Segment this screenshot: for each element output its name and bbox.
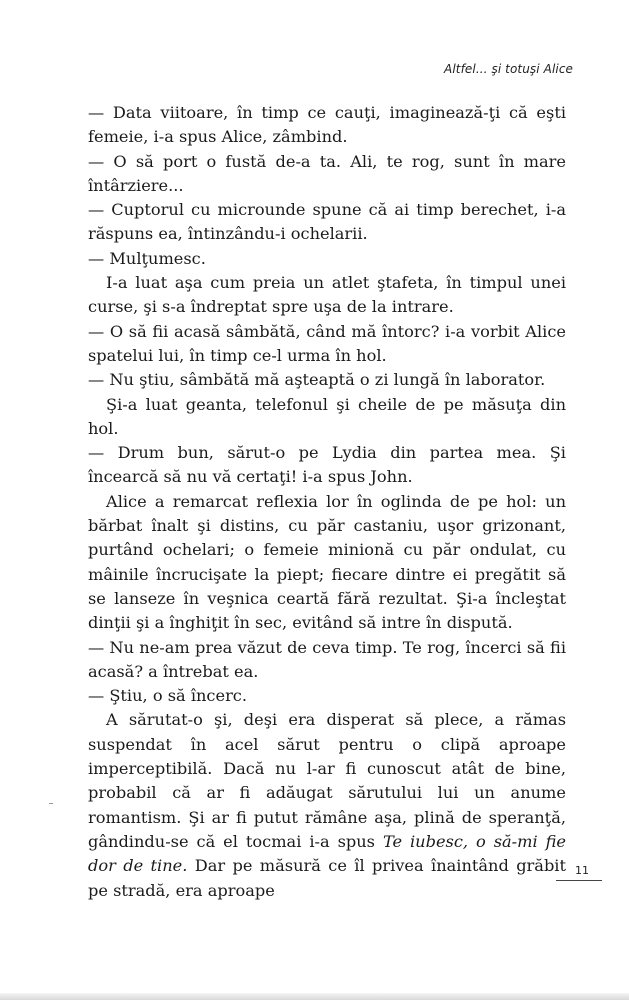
body-text <box>88 101 566 903</box>
paragraph-dialogue: — O să port o fustă de-a ta. Ali, te rog, sunt în mare întârziere... <box>88 151 566 195</box>
paragraph-dialogue: — Mulţumesc. <box>88 248 206 268</box>
page-number: 11 <box>575 864 589 877</box>
text-run: Dar pe măsură ce îl privea înaintând grăbit pe stradă, era aproape <box>88 856 566 900</box>
paragraph-narrative: I-a luat aşa cum preia un atlet ştafeta, în timpul unei curse, şi s-a îndreptat spre uşa de la intrare. <box>88 273 566 317</box>
paragraph-narrative: Alice a remarcat reflexia lor în oglinda de pe hol: un bărbat înalt şi distins, cu păr castaniu, uşor grizonant, purtând ochelari; o femeie minionă cu păr ondulat, cu mâinile încrucişate la piept; fiecare dintre ei pregătit să se lanseze în veşnica ceartă fără rezultat. Şi-a încleştat dinţii şi a înghiţit în sec, evitând să intre în dispută. <box>88 491 566 633</box>
paragraph-dialogue: — Nu ne-am prea văzut de ceva timp. Te rog, încerci să fii acasă? a întrebat ea. <box>88 637 566 681</box>
page-number-rule <box>556 880 602 881</box>
text-run: A sărutat-o şi, deşi era disperat să plece, a rămas suspendat în acel sărut pentru o clipă aproape imperceptibilă. Dacă nu l-ar fi cunoscut atât de bine, probabil că ar fi adăugat sărutului lui un anume romantism. Şi ar fi putut rămâne aşa, plină de speranţă, gândindu-se că el tocmai i-a spus <box>88 710 566 851</box>
page-bottom-edge <box>0 993 629 1000</box>
paragraph-narrative: Şi-a luat geanta, telefonul şi cheile de pe măsuţa din hol. <box>88 394 566 438</box>
margin-mark <box>49 803 53 804</box>
paragraph-narrative-final <box>88 708 566 902</box>
paragraph-dialogue: — O să fii acasă sâmbătă, când mă întorc? i-a vorbit Alice spatelui lui, în timp ce-l urma în hol. <box>88 321 566 365</box>
italic-phrase: Te iubesc, o să-mi fie dor de tine. <box>88 831 567 876</box>
paragraph-dialogue: — Ştiu, o să încerc. <box>88 686 248 706</box>
running-header: Altfel... şi totuşi Alice <box>444 62 573 76</box>
paragraph-dialogue: — Data viitoare, în timp ce cauţi, imaginează-ţi că eşti femeie, i-a spus Alice, zâmbind. <box>88 103 566 147</box>
paragraph-dialogue: — Drum bun, sărut-o pe Lydia din partea mea. Şi încearcă să nu vă certaţi! i-a spus John. <box>88 443 566 487</box>
paragraph-dialogue: — Nu ştiu, sâmbătă mă aşteaptă o zi lungă în laborator. <box>88 370 546 390</box>
paragraph-dialogue: — Cuptorul cu microunde spune că ai timp berechet, i-a răspuns ea, întinzându-i ochelarii. <box>88 200 566 244</box>
